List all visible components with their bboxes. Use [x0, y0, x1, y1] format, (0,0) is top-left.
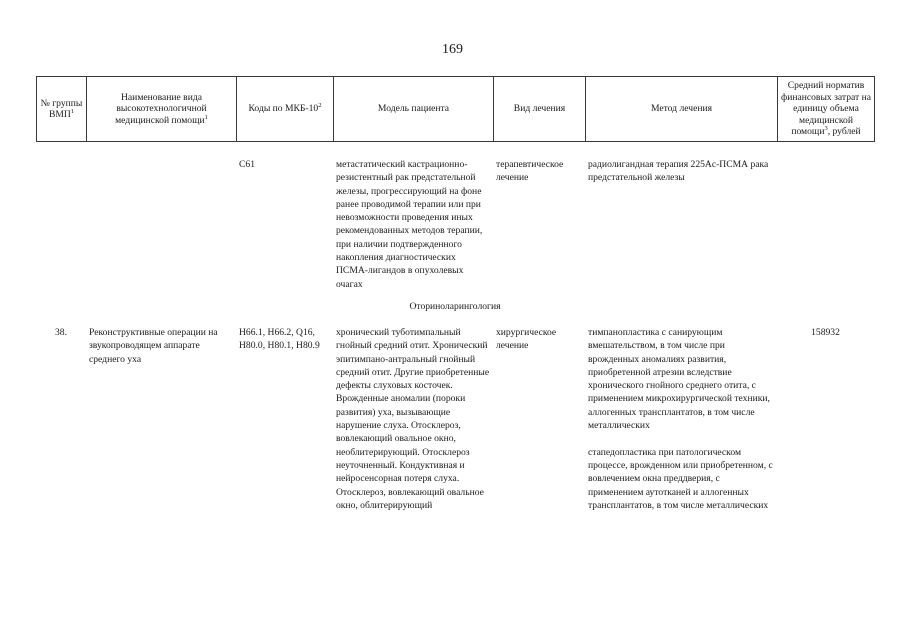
header-row [37, 77, 875, 142]
care-type-name-cell: Реконструктивные операции на звукопроводящем аппарате среднего уха [89, 326, 218, 365]
page-number: 169 [442, 42, 463, 57]
treatment-method-2: стапедопластика при патологическом процессе, врожденном или приобретенном, с вовлечением окна преддверия, с применением аутотканей и аллогенных трансплантатов, в том числе металлических [588, 446, 773, 511]
icd-codes-cell: H66.1, H66.2, Q16, H80.0, H80.1, H80.9 [239, 326, 320, 352]
table-header [36, 76, 875, 142]
financial-norm-cell: 158932 [811, 326, 840, 338]
treatment-method-1: тимпанопластика с санирующим вмешательством, в том числе при врожденных аномалиях развития, приобретенной атрезии вследствие хронического гнойного среднего отита, с применением микрохирургической техники, аллогенных трансплантатов, в том числе металлических [588, 326, 770, 432]
header-patient-model: Модель пациента [334, 77, 494, 142]
header-treatment-type: Вид лечения [494, 77, 586, 142]
patient-model-cell: метастатический кастрационно-резистентный рак предстательной железы, прогрессирующий на фоне ранее проводимой терапии или при невозможности проведения иных рекомендованных методов терапии, при наличии подтвержденного накопления диагностических ПСМА-лигандов в опухолевых очагах [336, 159, 483, 290]
treatment-type-cell: терапевтическое лечение [496, 159, 564, 184]
treatment-type-cell: хирургическое лечение [496, 326, 557, 352]
section-row [36, 291, 874, 326]
treatment-method-cell [585, 326, 777, 512]
table-row [36, 158, 874, 291]
header-group-number: № группы ВМП$^1$ [37, 77, 87, 142]
treatment-method-cell: радиолигандная терапия 225Ac-ПСМА рака предстательной железы [588, 159, 769, 184]
header-icd-codes: Коды по МКБ-$10^2$ [237, 77, 334, 142]
header-treatment-method: Метод лечения [586, 77, 778, 142]
group-number-cell: 38. [55, 326, 67, 338]
section-title: Оториноларингология [409, 300, 501, 312]
header-care-type-name: Наименование вида высокотехнологичной медицинской помощи$^1$ [87, 77, 237, 142]
patient-model-cell: хронический туботимпальный гнойный средний отит. Хронический эпитимпано-антральный гнойный средний отит. Другие приобретенные дефекты слуховых косточек. Врожденные аномалии (пороки развития) уха, вызывающие нарушение слуха. Отосклероз, вовлекающий овальное окно, необлитерирующий. Отосклероз неуточненный. Кондуктивная и нейросенсорная потеря слуха. Отосклероз, вовлекающий овальное окно, облитерирующий [336, 326, 490, 511]
icd-code-cell: C61 [239, 159, 255, 170]
header-financial-norm: Средний норматив финансовых затрат на единицу объема медицинской помощи$^3$, рублей [778, 77, 875, 142]
table-row [36, 326, 874, 512]
table-body [36, 158, 874, 512]
